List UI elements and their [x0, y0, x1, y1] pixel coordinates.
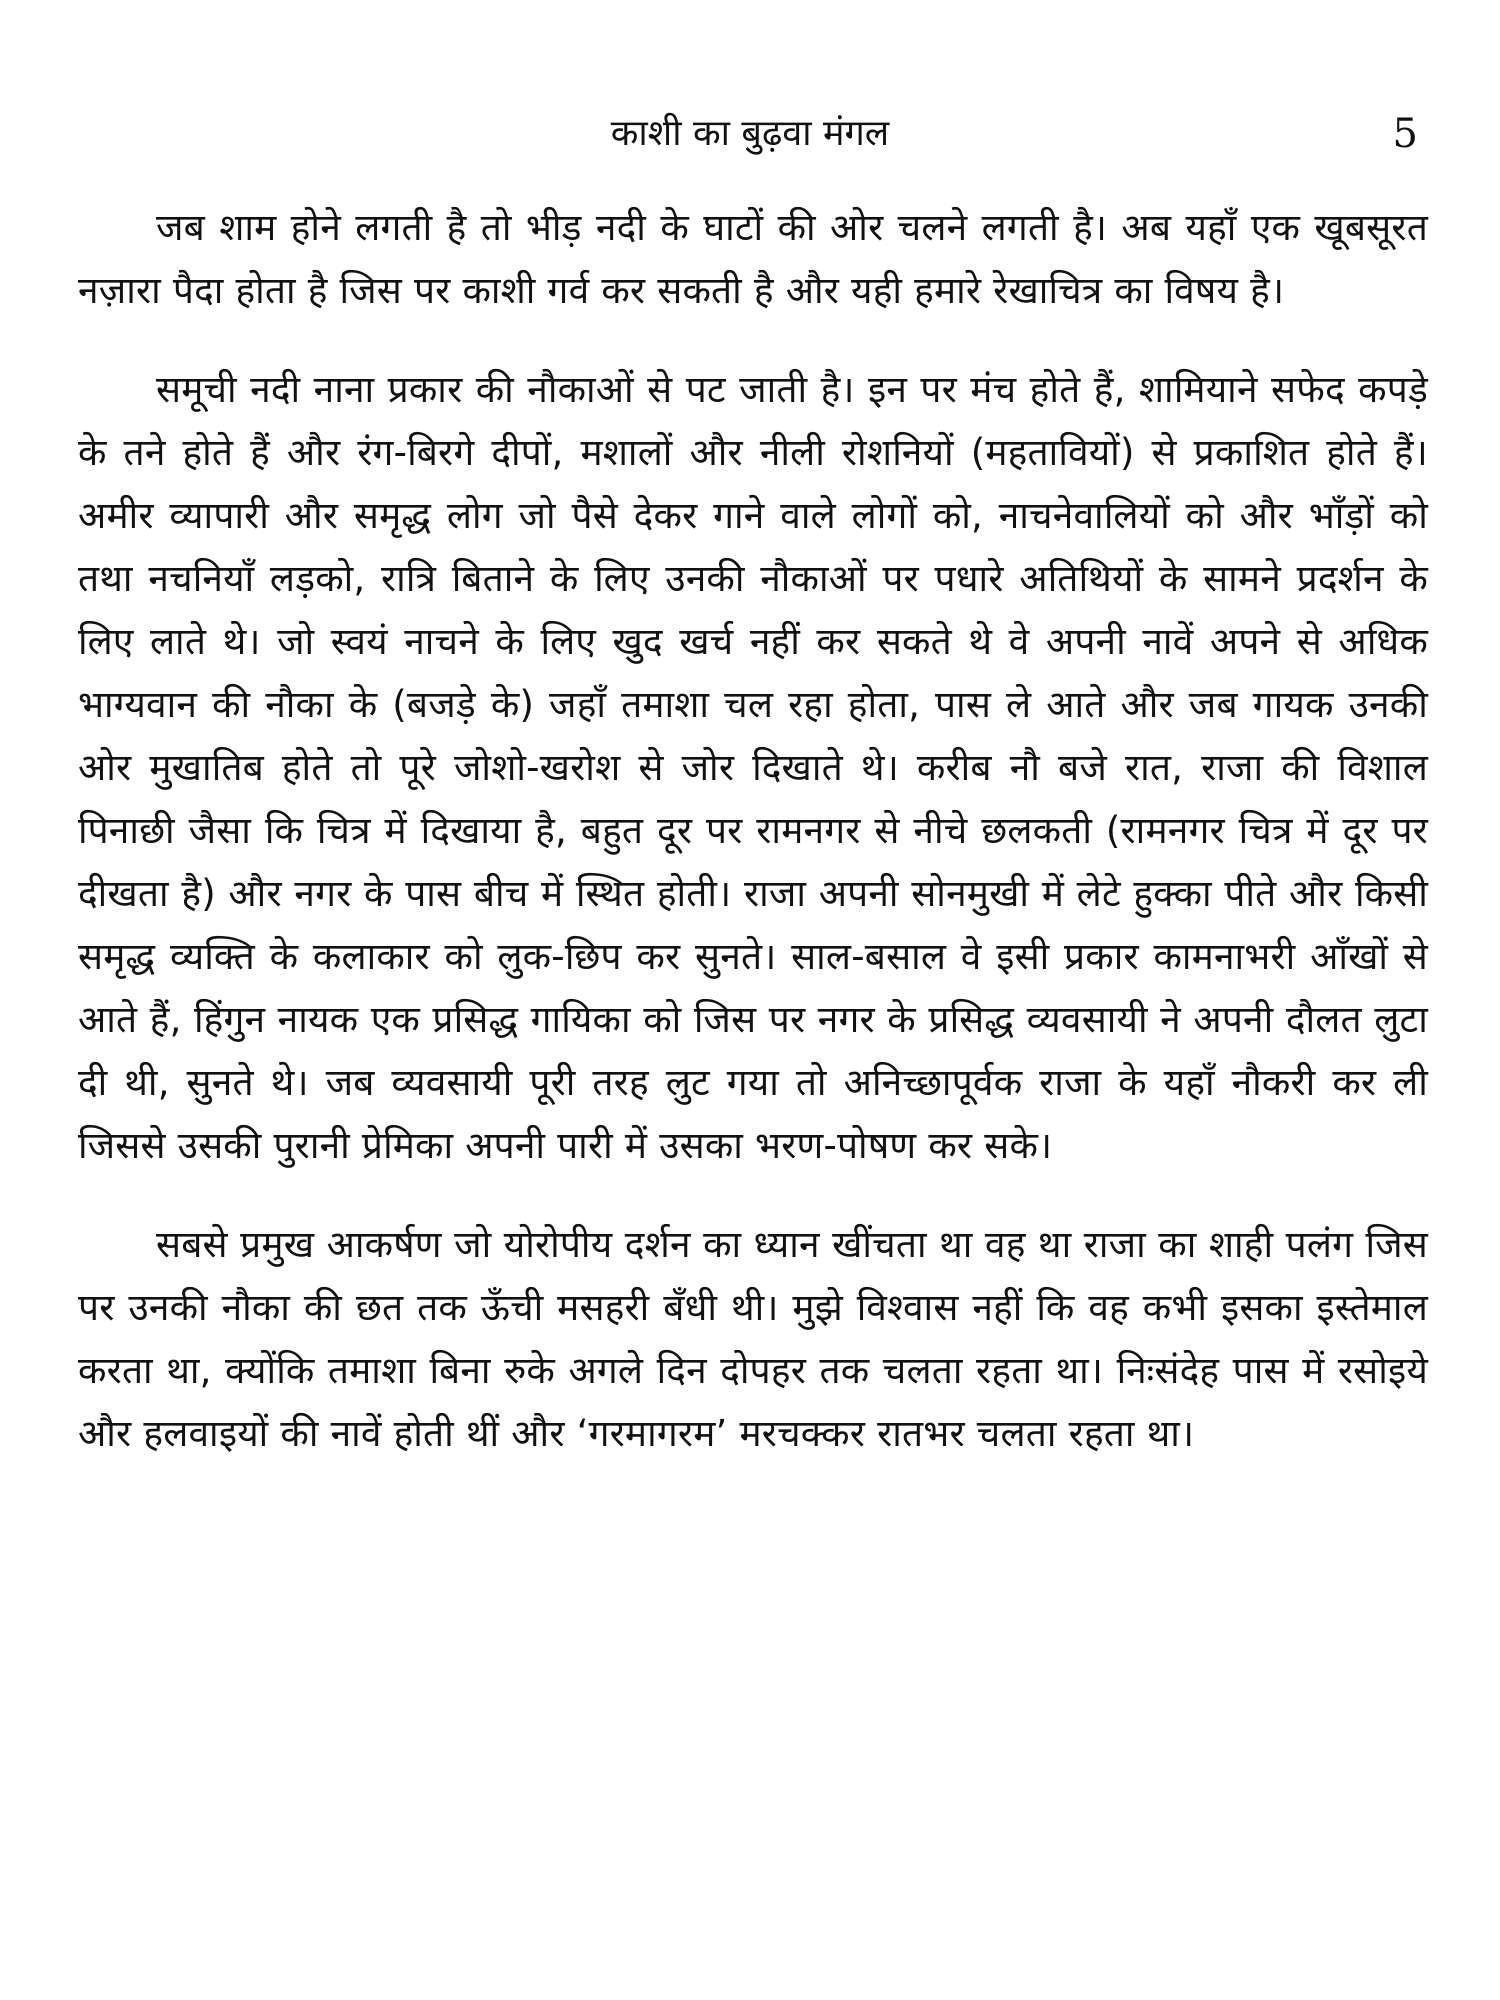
paragraph-2: समूची नदी नाना प्रकार की नौकाओं से पट जाती है। इन पर मंच होते हैं, शामियाने सफेद कपड़े के तने होते हैं और रंग-बिरगे दीपों, मशालों और नीली रोशनियों (महतावियों) से प्रकाशित होते हैं। अमीर व्यापारी और समृद्ध लोग जो पैसे देकर गाने वाले लोगों को, नाचनेवालियों को और भाँड़ों को तथा नचनियाँ लड़को, रात्रि बिताने के लिए उनकी नौकाओं पर पधारे अतिथियों के सामने प्रदर्शन के लिए लाते थे। जो स्वयं नाचने के लिए खुद खर्च नहीं कर सकते थे वे अपनी नावें अपने से अधिक भाग्यवान की नौका के (बजड़े के) जहाँ तमाशा चल रहा होता, पास ले आते और जब गायक उनकी ओर मुखातिब होते तो पूरे जोशो-खरोश से जोर दिखाते थे। करीब नौ बजे रात, राजा की विशाल पिनाछी जैसा कि चित्र में दिखाया है, बहुत दूर पर रामनगर से नीचे छलकती (रामनगर चित्र में दूर पर दीखता है) और नगर के पास बीच में स्थित होती। राजा अपनी सोनमुखी में लेटे हुक्का पीते और किसी समृद्ध व्यक्ति के कलाकार को लुक-छिप कर सुनते। साल-बसाल वे इसी प्रकार कामनाभरी आँखों से आते हैं, हिंगुन नायक एक प्रसिद्ध गायिका को जिस पर नगर के प्रसिद्ध व्यवसायी ने अपनी दौलत लुटा दी थी, सुनते थे। जब व्यवसायी पूरी तरह लुट गया तो अनिच्छापूर्वक राजा के यहाँ नौकरी कर ली जिससे उसकी पुरानी प्रेमिका अपनी पारी में उसका भरण-पोषण कर सके।: [78, 368, 1428, 1167]
running-header: [0, 108, 1500, 168]
book-title: काशी का बुढ़वा मंगल: [610, 113, 890, 154]
body-text: [78, 196, 1428, 1465]
paragraph-3: सबसे प्रमुख आकर्षण जो योरोपीय दर्शन का ध्यान खींचता था वह था राजा का शाही पलंग जिस पर उनकी नौका की छत तक ऊँची मसहरी बँधी थी। मुझे विश्वास नहीं कि वह कभी इसका इस्तेमाल करता था, क्योंकि तमाशा बिना रुके अगले दिन दोपहर तक चलता रहता था। निःसंदेह पास में रसोइये और हलवाइयों की नावें होती थीं और ‘गरमागरम’ मरचक्कर रातभर चलता रहता था।: [78, 1223, 1428, 1455]
paragraph-1: जब शाम होने लगती है तो भीड़ नदी के घाटों की ओर चलने लगती है। अब यहाँ एक खूबसूरत नज़ारा पैदा होता है जिस पर काशी गर्व कर सकती है और यही हमारे रेखाचित्र का विषय है।: [78, 206, 1428, 312]
page-number: 5: [1392, 111, 1418, 157]
